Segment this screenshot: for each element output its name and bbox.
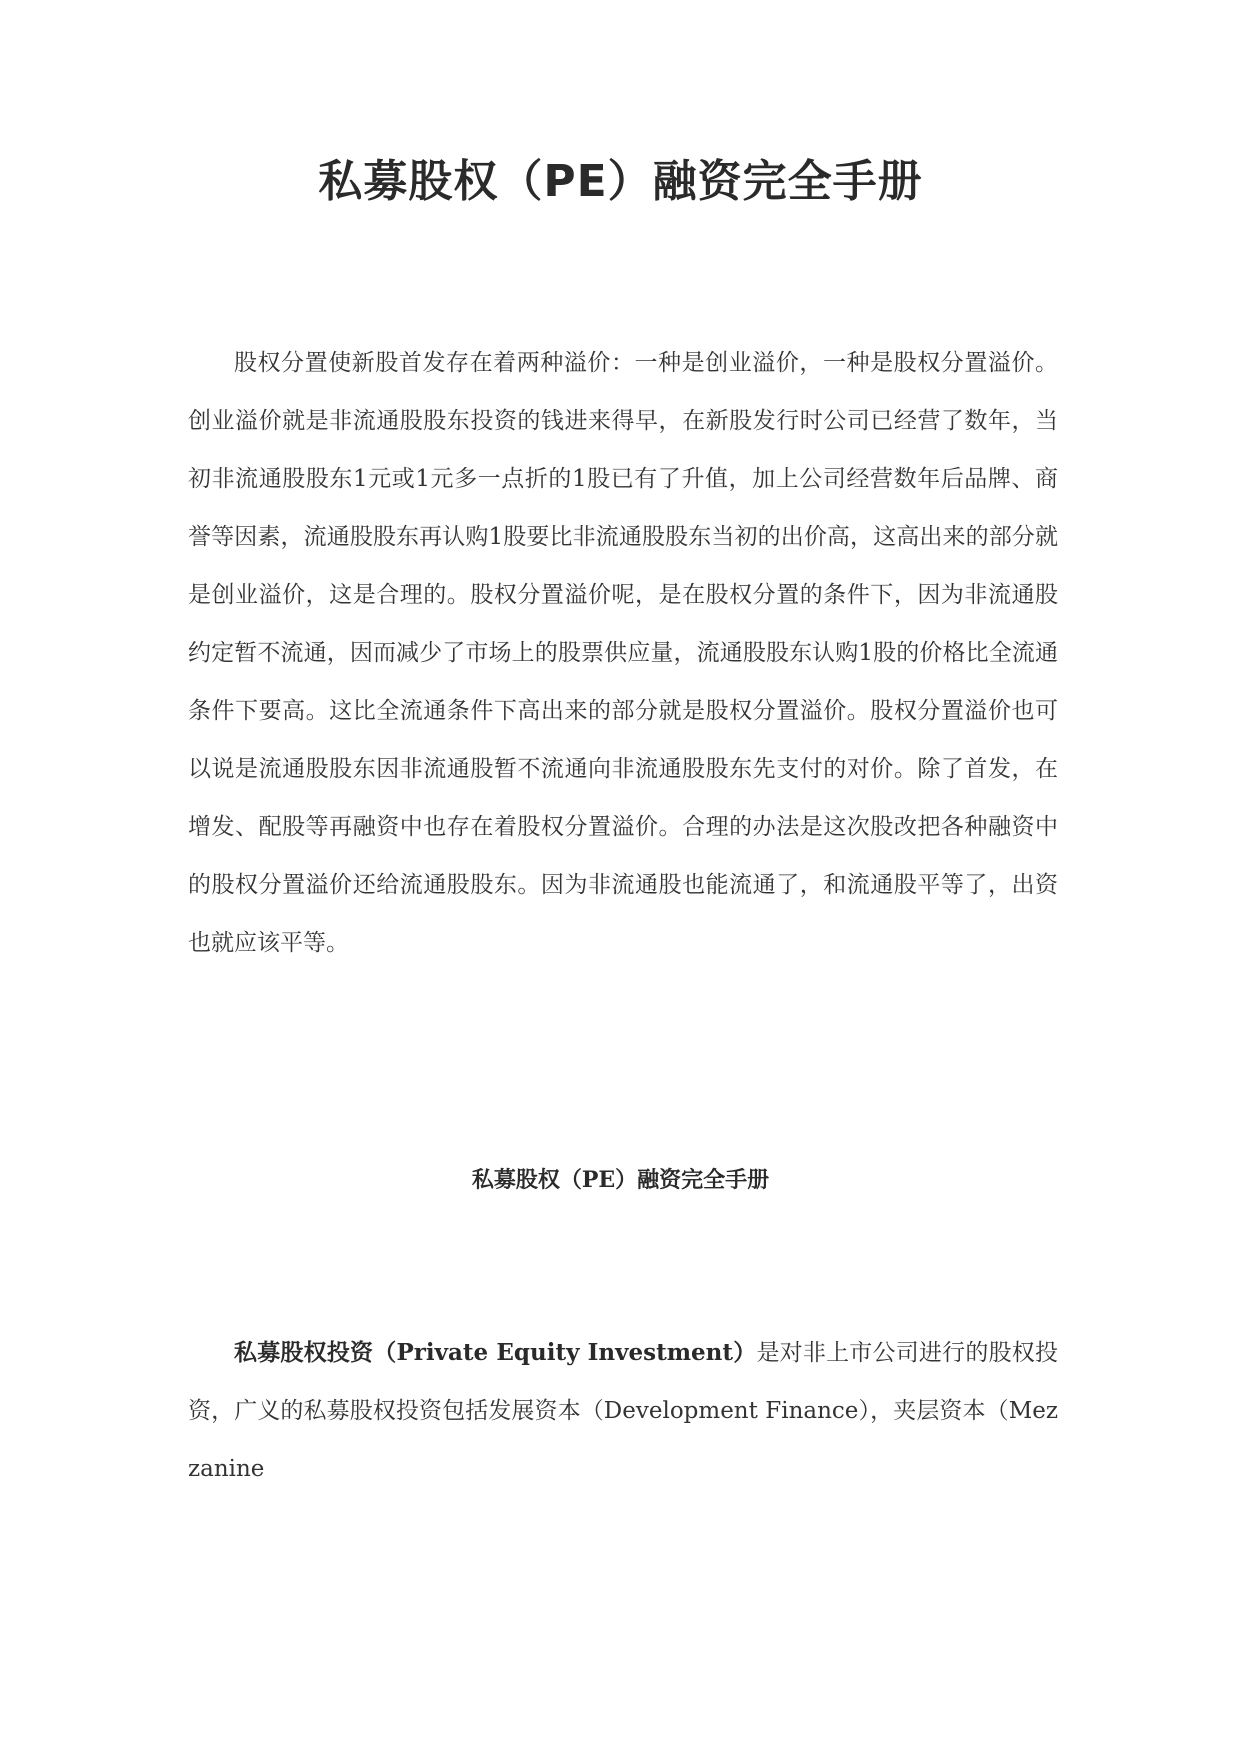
paragraph-2-bold-lead: 私募股权投资（Private Equity Investment） <box>234 1339 757 1366</box>
section-title: 私募股权（PE）融资完全手册 <box>471 1167 770 1193</box>
body-paragraph-1: 股权分置使新股首发存在着两种溢价：一种是创业溢价，一种是股权分置溢价。创业溢价就是非流通股股东投资的钱进来得早，在新股发行时公司已经营了数年，当初非流通股股东1元或1元多一点折的1股已有了升值，加上公司经营数年后品牌、商誉等因素，流通股股东再认购1股要比非流通股股东当初的出价高，这高出来的部分就是创业溢价，这是合理的。股权分置溢价呢，是在股权分置的条件下，因为非流通股约定暂不流通，因而减少了市场上的股票供应量，流通股股东认购1股的价格比全流通条件下要高。这比全流通条件下高出来的部分就是股权分置溢价。股权分置溢价也可以说是流通股股东因非流通股暂不流通向非流通股股东先支付的对价。除了首发，在增发、配股等再融资中也存在着股权分置溢价。合理的办法是这次股改把各种融资中的股权分置溢价还给流通股股东。因为非流通股也能流通了，和流通股平等了，出资也就应该平等。 <box>188 350 1058 956</box>
document-title: 私募股权（PE）融资完全手册 <box>318 156 923 207</box>
body-paragraph-2 <box>188 1324 1058 1514</box>
paragraph-2-text: 是对非上市公司进行的股权投资，广义的私募股权投资包括发展资本（Development Finance），夹层资本（Mezzanine <box>188 1340 1058 1482</box>
